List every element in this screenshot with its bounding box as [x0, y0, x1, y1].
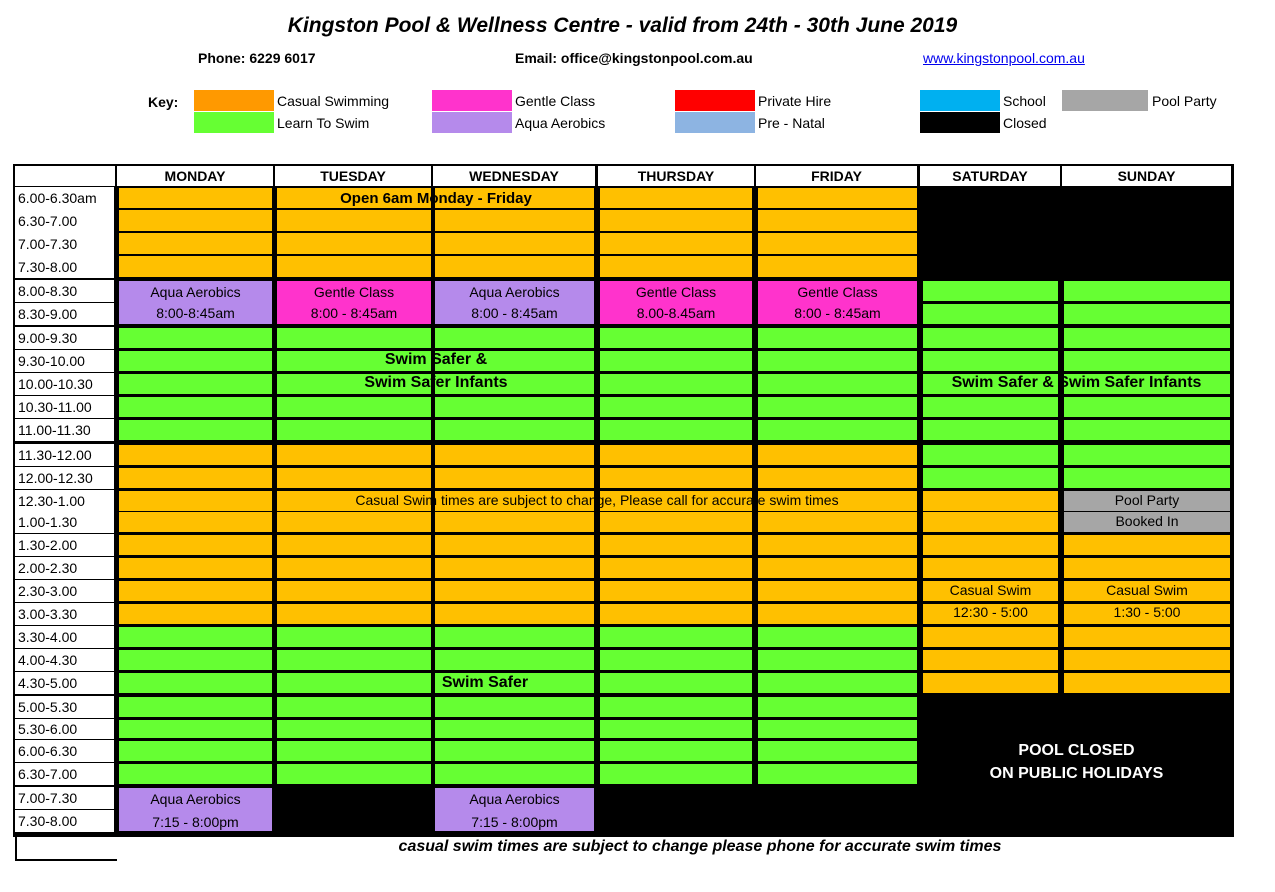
- schedule-cell: [758, 558, 917, 578]
- schedule-cell: [119, 512, 272, 532]
- legend-item-label: Private Hire: [758, 93, 832, 109]
- schedule-cell: [435, 764, 594, 784]
- schedule-cell: [758, 188, 917, 208]
- legend-swatch: [432, 112, 512, 133]
- schedule-cell: [435, 445, 594, 465]
- time-slot-label: 2.30-3.00: [15, 580, 114, 602]
- schedule-cell: [758, 697, 917, 717]
- gentle-class-label: Gentle Class: [797, 284, 878, 300]
- schedule-cell: [1064, 304, 1230, 324]
- schedule-cell: [277, 445, 431, 465]
- schedule-cell: [600, 233, 752, 254]
- schedule-cell: [600, 673, 752, 693]
- casual-swim-time: 1:30 - 5:00: [1113, 604, 1181, 620]
- legend-item-label: Aqua Aerobics: [515, 115, 606, 131]
- schedule-cell: [119, 397, 272, 417]
- schedule-cell: [119, 627, 272, 647]
- schedule-cell: [435, 720, 594, 738]
- gentle-class-time: 8.00-8.45am: [636, 305, 716, 321]
- schedule-cell: [119, 233, 272, 254]
- time-slot-label: 8.00-8.30: [15, 280, 114, 302]
- aqua-aerobics-label: Aqua Aerobics: [469, 791, 560, 807]
- schedule-cell: [923, 491, 1058, 511]
- schedule-cell: [758, 374, 917, 394]
- schedule-cell: [1064, 328, 1230, 348]
- schedule-cell: [758, 764, 917, 784]
- schedule-cell: [758, 604, 917, 624]
- legend-swatch: [1062, 90, 1148, 111]
- schedule-cell: [119, 741, 272, 761]
- corner-cell: [15, 166, 115, 186]
- schedule-cell: [758, 512, 917, 532]
- schedule-cell: [277, 420, 431, 440]
- time-slot-label: 6.00-6.30am: [15, 187, 114, 209]
- schedule-cell: [600, 351, 752, 371]
- swim-safer-weekend-label: Swim Safer & Swim Safer Infants: [951, 374, 1202, 391]
- pool-party-label: Booked In: [1115, 513, 1179, 529]
- schedule-cell: [1064, 351, 1230, 371]
- time-slot-label: 2.00-2.30: [15, 557, 114, 579]
- schedule-cell: [277, 720, 431, 738]
- time-slot-label: 12.30-1.00: [15, 490, 114, 512]
- schedule-cell: [923, 673, 1058, 693]
- schedule-cell: [119, 420, 272, 440]
- schedule-cell: [277, 256, 431, 277]
- day-header: SUNDAY: [1062, 166, 1231, 186]
- schedule-cell: [600, 650, 752, 670]
- open-note: Open 6am Monday - Friday: [340, 190, 532, 207]
- schedule-cell: [1064, 650, 1230, 670]
- schedule-cell: [277, 673, 431, 693]
- schedule-cell: [923, 281, 1058, 301]
- footer-note: casual swim times are subject to change please phone for accurate swim times: [398, 838, 1002, 855]
- legend-swatch: [194, 112, 274, 133]
- schedule-cell: [758, 741, 917, 761]
- schedule-cell: [600, 581, 752, 601]
- schedule-cell: [277, 210, 431, 231]
- gentle-class-time: 8:00 - 8:45am: [794, 305, 881, 321]
- time-slot-label: 5.00-5.30: [15, 696, 114, 718]
- schedule-cell: [1064, 420, 1230, 440]
- schedule-cell: [1064, 535, 1230, 555]
- website-link[interactable]: www.kingstonpool.com.au: [923, 50, 1085, 66]
- legend-swatch: [675, 112, 755, 133]
- schedule-cell: [435, 697, 594, 717]
- schedule-cell: [277, 535, 431, 555]
- email-address: Email: office@kingstonpool.com.au: [515, 50, 753, 66]
- day-header: SATURDAY: [920, 166, 1060, 186]
- schedule-cell: [923, 627, 1058, 647]
- time-slot-label: 1.30-2.00: [15, 534, 114, 556]
- schedule-cell: [277, 741, 431, 761]
- time-slot-label: 1.00-1.30: [15, 511, 114, 533]
- grid-bottom-edge: [15, 837, 117, 861]
- schedule-cell: [119, 445, 272, 465]
- schedule-cell: [758, 581, 917, 601]
- aqua-aerobics-label: Aqua Aerobics: [150, 791, 241, 807]
- schedule-cell: [758, 210, 917, 231]
- schedule-cell: [435, 604, 594, 624]
- schedule-cell: [923, 535, 1058, 555]
- schedule-cell: [435, 650, 594, 670]
- schedule-cell: [435, 210, 594, 231]
- schedule-cell: [758, 673, 917, 693]
- time-slot-label: 4.00-4.30: [15, 649, 114, 671]
- timetable-grid: [13, 164, 1234, 837]
- schedule-cell: [435, 256, 594, 277]
- schedule-cell: [435, 233, 594, 254]
- schedule-cell: [435, 627, 594, 647]
- schedule-cell: [600, 558, 752, 578]
- swim-safer-label: Swim Safer: [441, 674, 529, 691]
- aqua-aerobics-time: 8:00-8:45am: [156, 305, 235, 321]
- schedule-cell: [435, 328, 594, 348]
- gentle-class-label: Gentle Class: [313, 284, 395, 300]
- schedule-cell: [119, 256, 272, 277]
- time-slot-label: 7.30-8.00: [15, 255, 114, 278]
- time-slot-label: 6.30-7.00: [15, 763, 114, 785]
- schedule-cell: [1064, 281, 1230, 301]
- schedule-cell: [923, 558, 1058, 578]
- time-slot-label: 10.00-10.30: [15, 373, 114, 395]
- schedule-cell: [277, 604, 431, 624]
- schedule-cell: [435, 420, 594, 440]
- time-slot-label: 11.30-12.00: [15, 444, 114, 466]
- legend-item-label: Gentle Class: [515, 93, 596, 109]
- schedule-cell: [277, 233, 431, 254]
- schedule-cell: [600, 512, 752, 532]
- schedule-cell: [119, 468, 272, 488]
- gentle-class-time: 8:00 - 8:45am: [310, 305, 398, 321]
- legend-item-label: Closed: [1003, 115, 1047, 131]
- day-header: MONDAY: [117, 166, 273, 186]
- schedule-cell: [923, 397, 1058, 417]
- schedule-cell: [758, 535, 917, 555]
- schedule-cell: [758, 650, 917, 670]
- schedule-cell: [758, 397, 917, 417]
- schedule-cell: [1064, 445, 1230, 465]
- gentle-class-label: Gentle Class: [635, 284, 717, 300]
- schedule-cell: [277, 627, 431, 647]
- schedule-cell: [119, 673, 272, 693]
- schedule-cell: [758, 328, 917, 348]
- schedule-cell: [1064, 397, 1230, 417]
- time-slot-label: 10.30-11.00: [15, 396, 114, 418]
- legend-swatch: [920, 112, 1000, 133]
- schedule-cell: [119, 764, 272, 784]
- swim-safer-label: Swim Safer Infants: [364, 374, 508, 391]
- schedule-cell: [1064, 627, 1230, 647]
- schedule-cell: [758, 445, 917, 465]
- legend-swatch: [432, 90, 512, 111]
- schedule-cell: [600, 374, 752, 394]
- schedule-cell: [923, 304, 1058, 324]
- legend-item-label: Casual Swimming: [277, 93, 390, 109]
- schedule-cell: [119, 697, 272, 717]
- schedule-cell: [1064, 468, 1230, 488]
- schedule-cell: [923, 445, 1058, 465]
- schedule-cell: [119, 558, 272, 578]
- schedule-cell: [600, 604, 752, 624]
- schedule-cell: [277, 397, 431, 417]
- schedule-cell: [758, 351, 917, 371]
- legend-swatch: [194, 90, 274, 111]
- time-slot-label: 6.00-6.30: [15, 740, 114, 762]
- schedule-cell: [923, 468, 1058, 488]
- legend-label: Key:: [148, 94, 179, 110]
- schedule-cell: [600, 627, 752, 647]
- aqua-aerobics-time: 7:15 - 8:00pm: [471, 814, 558, 830]
- schedule-cell: [600, 535, 752, 555]
- schedule-cell: [435, 512, 594, 532]
- time-slot-label: 4.30-5.00: [15, 672, 114, 694]
- day-header: THURSDAY: [598, 166, 754, 186]
- schedule-cell: [119, 650, 272, 670]
- time-slot-label: 8.30-9.00: [15, 303, 114, 325]
- time-slot-label: 9.30-10.00: [15, 350, 114, 372]
- legend-swatch: [920, 90, 1000, 111]
- schedule-cell: [923, 512, 1058, 532]
- legend-swatch: [675, 90, 755, 111]
- legend-item-label: Pre - Natal: [758, 115, 825, 131]
- schedule-cell: [277, 512, 431, 532]
- schedule-cell: [600, 420, 752, 440]
- day-header: WEDNESDAY: [433, 166, 595, 186]
- time-slot-label: 3.00-3.30: [15, 603, 114, 625]
- time-slot-label: 6.30-7.00: [15, 209, 114, 232]
- schedule-cell: [600, 397, 752, 417]
- casual-swim-time: 12:30 - 5:00: [953, 604, 1028, 620]
- time-slot-label: 11.00-11.30: [15, 419, 114, 441]
- schedule-cell: [1064, 558, 1230, 578]
- schedule-cell: [119, 210, 272, 231]
- schedule-cell: [277, 468, 431, 488]
- aqua-aerobics-time: 8:00 - 8:45am: [471, 305, 558, 321]
- time-slot-label: 7.00-7.30: [15, 232, 114, 255]
- schedule-cell: [277, 581, 431, 601]
- schedule-cell: [119, 188, 272, 208]
- pool-closed-note: ON PUBLIC HOLIDAYS: [989, 765, 1164, 782]
- schedule-cell: [119, 604, 272, 624]
- schedule-cell: [435, 535, 594, 555]
- schedule-cell: [435, 581, 594, 601]
- aqua-aerobics-time: 7:15 - 8:00pm: [152, 814, 239, 830]
- schedule-cell: [435, 397, 594, 417]
- schedule-cell: [435, 558, 594, 578]
- schedule-cell: [119, 351, 272, 371]
- casual-swim-label: Casual Swim: [949, 582, 1032, 598]
- schedule-cell: [600, 764, 752, 784]
- schedule-cell: [758, 233, 917, 254]
- schedule-cell: [277, 650, 431, 670]
- page-title: Kingston Pool & Wellness Centre - valid from 24th - 30th June 2019: [287, 14, 958, 37]
- schedule-cell: [758, 468, 917, 488]
- schedule-cell: [923, 351, 1058, 371]
- schedule-cell: [600, 741, 752, 761]
- schedule-cell: [119, 374, 272, 394]
- schedule-cell: [600, 210, 752, 231]
- schedule-cell: [1064, 673, 1230, 693]
- schedule-cell: [277, 764, 431, 784]
- casual-swim-note: Casual Swim times are subject to change, Please call for accurate swim times: [355, 492, 839, 508]
- pool-closed-note: POOL CLOSED: [1018, 742, 1135, 759]
- schedule-cell: [277, 697, 431, 717]
- schedule-cell: [119, 535, 272, 555]
- schedule-cell: [119, 720, 272, 738]
- day-header: TUESDAY: [275, 166, 431, 186]
- schedule-cell: [923, 420, 1058, 440]
- day-header: FRIDAY: [756, 166, 917, 186]
- schedule-cell: [600, 188, 752, 208]
- schedule-cell: [923, 328, 1058, 348]
- schedule-cell: [435, 468, 594, 488]
- pool-party-label: Pool Party: [1114, 492, 1180, 508]
- swim-safer-label: Swim Safer &: [384, 351, 488, 368]
- schedule-cell: [600, 445, 752, 465]
- schedule-cell: [758, 720, 917, 738]
- time-slot-label: 7.30-8.00: [15, 810, 114, 832]
- schedule-cell: [600, 697, 752, 717]
- schedule-cell: [600, 720, 752, 738]
- legend-item-label: Learn To Swim: [277, 115, 370, 131]
- legend-item-label: School: [1003, 93, 1046, 109]
- schedule-cell: [758, 420, 917, 440]
- schedule-cell: [435, 741, 594, 761]
- aqua-aerobics-label: Aqua Aerobics: [150, 284, 241, 300]
- schedule-cell: [119, 328, 272, 348]
- time-slot-label: 5.30-6.00: [15, 719, 114, 739]
- aqua-aerobics-label: Aqua Aerobics: [469, 284, 560, 300]
- time-slot-label: 7.00-7.30: [15, 787, 114, 809]
- schedule-cell: [600, 328, 752, 348]
- schedule-cell: [923, 650, 1058, 670]
- legend-item-label: Pool Party: [1152, 93, 1217, 109]
- schedule-cell: [600, 256, 752, 277]
- schedule-cell: [758, 627, 917, 647]
- time-slot-label: 3.30-4.00: [15, 626, 114, 648]
- schedule-cell: [600, 468, 752, 488]
- schedule-cell: [277, 328, 431, 348]
- schedule-cell: [119, 491, 272, 511]
- phone-number: Phone: 6229 6017: [198, 50, 316, 66]
- schedule-cell: [758, 256, 917, 277]
- schedule-cell: [277, 558, 431, 578]
- schedule-cell: [119, 581, 272, 601]
- casual-swim-label: Casual Swim: [1106, 582, 1188, 598]
- time-slot-label: 9.00-9.30: [15, 327, 114, 349]
- time-slot-label: 12.00-12.30: [15, 467, 114, 489]
